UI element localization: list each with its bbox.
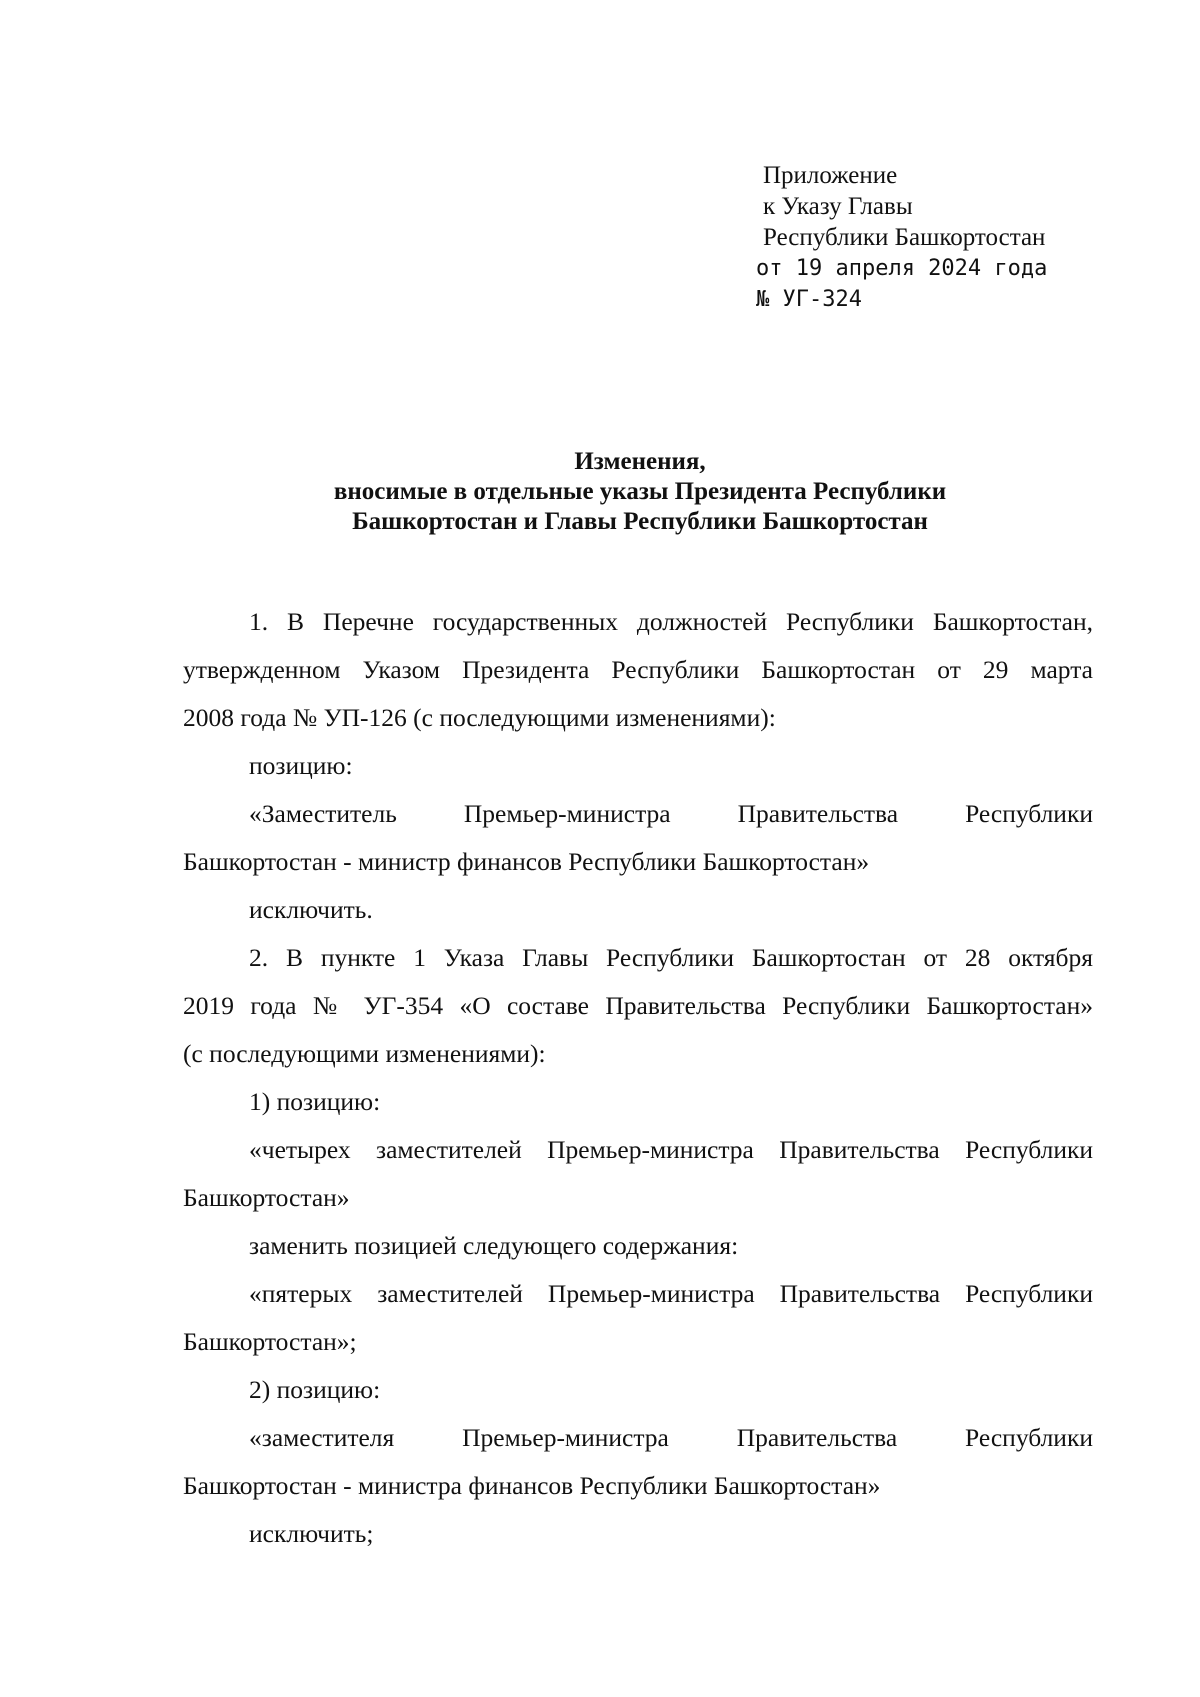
body-line: (с последующими изменениями): bbox=[183, 1039, 546, 1068]
body-line: исключить; bbox=[249, 1519, 374, 1548]
body-line: «заместителя Премьер-министра Правительства Республики bbox=[249, 1423, 1093, 1452]
body-line: утвержденном Указом Президента Республики Башкортостан от 29 марта bbox=[183, 655, 1093, 684]
body-line: позицию: bbox=[249, 751, 353, 780]
body-line: «четырех заместителей Премьер-министра Правительства Республики bbox=[249, 1135, 1093, 1164]
title-line: Башкортостан и Главы Республики Башкортостан bbox=[352, 508, 928, 535]
body-line: «Заместитель Премьер-министра Правительства Республики bbox=[249, 799, 1093, 828]
body-line: Башкортостан»; bbox=[183, 1327, 357, 1356]
body-line: 1. В Перечне государственных должностей Республики Башкортостан, bbox=[249, 607, 1093, 636]
title-line: вносимые в отдельные указы Президента Республики bbox=[333, 478, 947, 505]
body-line: Башкортостан - министра финансов Республики Башкортостан» bbox=[183, 1471, 881, 1500]
body-line: 2008 года № УП-126 (с последующими изменениями): bbox=[183, 703, 776, 732]
body-line: Башкортостан» bbox=[183, 1183, 350, 1212]
title-line: Изменения, bbox=[574, 448, 706, 475]
body-line: заменить позицией следующего содержания: bbox=[249, 1231, 739, 1260]
body-line: Башкортостан - министр финансов Республики Башкортостан» bbox=[183, 847, 870, 876]
appendix-date: от 19 апреля 2024 года bbox=[756, 256, 1048, 281]
appendix-label: Приложение bbox=[763, 162, 898, 189]
body-line: исключить. bbox=[249, 895, 373, 924]
body-line: 2. В пункте 1 Указа Главы Республики Башкортостан от 28 октября bbox=[249, 943, 1093, 972]
appendix-republic: Республики Башкортостан bbox=[763, 224, 1046, 251]
body-line: 2) позицию: bbox=[249, 1375, 381, 1404]
appendix-number: № УГ-324 bbox=[756, 287, 862, 312]
appendix-decree-ref: к Указу Главы bbox=[763, 193, 913, 220]
body-line: 1) позицию: bbox=[249, 1087, 381, 1116]
body-line: «пятерых заместителей Премьер-министра Правительства Республики bbox=[249, 1279, 1093, 1308]
body-line: 2019 года № УГ-354 «О составе Правительства Республики Башкортостан» bbox=[183, 991, 1093, 1020]
appendix-header bbox=[756, 160, 1048, 315]
document-body bbox=[183, 598, 1093, 1558]
document-title bbox=[0, 447, 1200, 537]
